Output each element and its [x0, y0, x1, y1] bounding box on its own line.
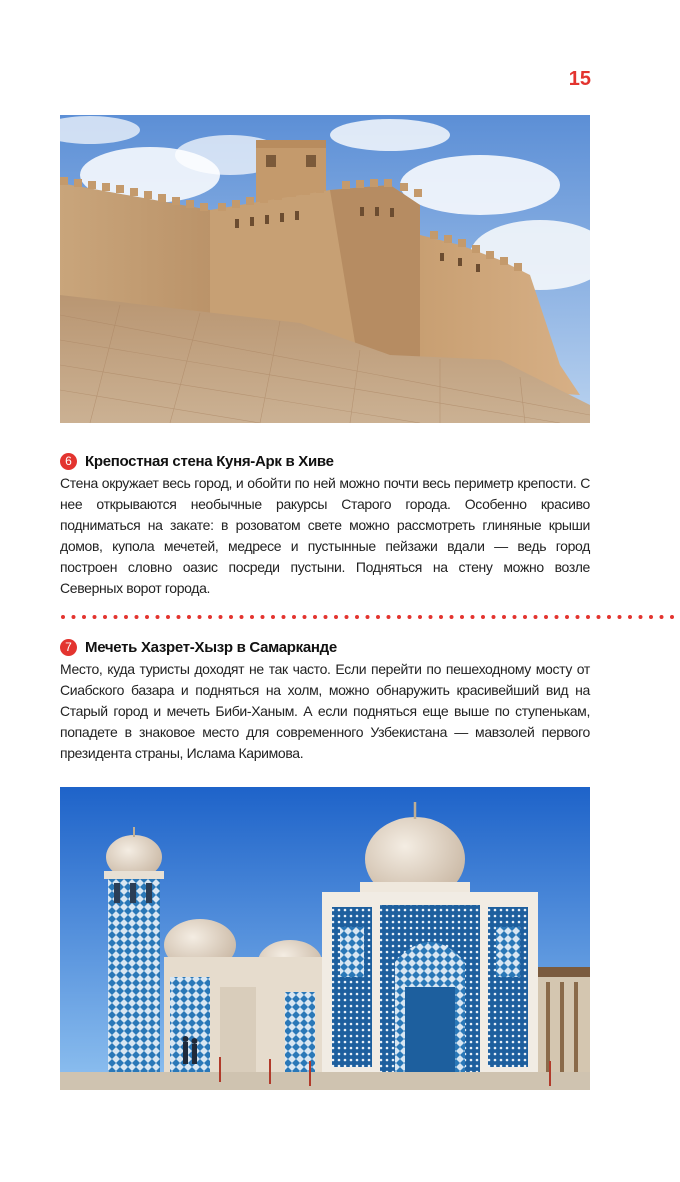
section-body: Стена окружает весь город, и обойти по ней можно почти весь периметр крепости. С нее открываются необычные ракурсы Старого города. Особенно красиво подниматься на закате: в розоватом свете можно рассмотреть глиняные крыши домов, купола мечетей, медресе и пустынные пейзажи вдали — ведь город построен словно оазис посреди пустыни. Подняться на стену можно возле Северных ворот города. — [60, 475, 590, 596]
section-heading — [60, 636, 590, 658]
fortress-wall-photo — [60, 115, 590, 423]
dotted-divider — [60, 614, 680, 620]
section-hazrat-khizr — [60, 636, 590, 764]
number-badge: 7 — [60, 639, 77, 656]
page-number: 15 — [568, 68, 591, 90]
section-body: Место, куда туристы доходят не так часто. Если перейти по пешеходному мосту от Сиабского базара и подняться на холм, можно обнаружить красивейший вид на Старый город и мечеть Биби-Ханым. А если подняться еще выше по ступенькам, попадете в знаковое место для современного Узбекистана — мавзолей первого президента страны, Ислама Каримова. — [60, 661, 590, 761]
number-badge: 6 — [60, 453, 77, 470]
section-heading — [60, 450, 590, 472]
mosque-photo — [60, 787, 590, 1090]
section-title: Мечеть Хазрет-Хызр в Самарканде — [85, 638, 337, 656]
section-title: Крепостная стена Куня-Арк в Хиве — [85, 452, 334, 470]
section-kunya-ark — [60, 450, 590, 599]
